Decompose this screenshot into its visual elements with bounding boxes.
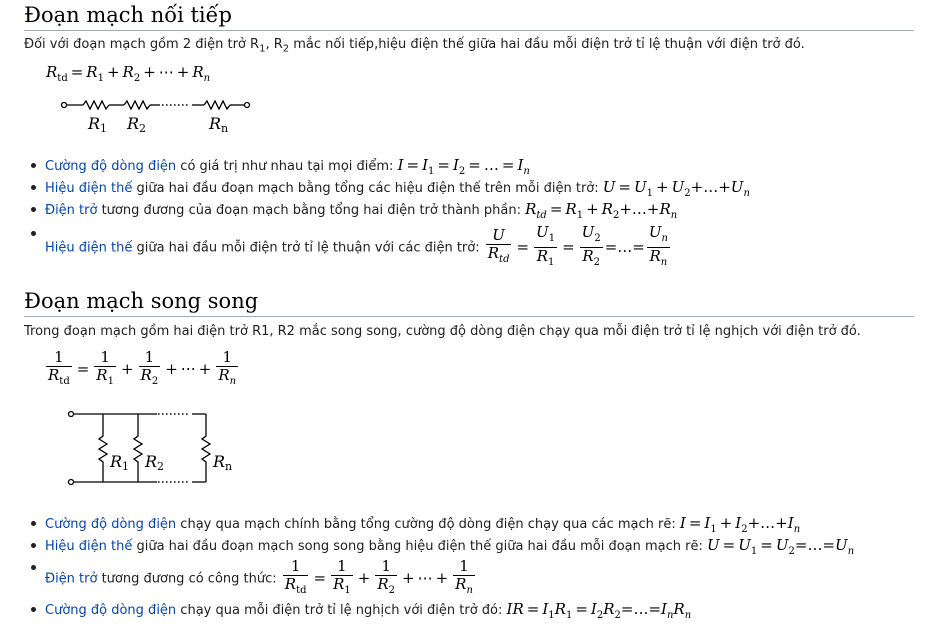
list-item: Hiệu điện thế giữa hai đầu đoạn mạch bằng tổng các hiệu điện thế trên mỗi điện trở: $U = U_1$ + $U_2+\dots+U_n$ bbox=[28, 178, 908, 200]
list-item: Hiệu điện thế giữa hai đầu mỗi điện trở tỉ lệ thuận với các điện trở: $\frac{U}{R_{td}}$ = $\frac{U_1}{R_1}$ = $\frac{U_2}{R_2}$ =…= $\frac{U_n}{R_n}$ bbox=[28, 224, 908, 264]
parallel-voltage-formula: $U = U_1$ = $U_2=\dots=U_n$ bbox=[707, 536, 855, 557]
series-circuit-diagram bbox=[58, 92, 258, 134]
list-item: Hiệu điện thế giữa hai đầu đoạn mạch song song bằng hiệu điện thế giữa hai đầu mỗi đoạn mạch rẽ: $U = U_1$ = $U_2=\dots=U_n$ bbox=[28, 536, 908, 558]
series-ratio-formula: $\frac{U}{R_{td}}$ = $\frac{U_1}{R_1}$ = $\frac{U_2}{R_2}$ =…= $\frac{U_n}{R_n}$ bbox=[487, 223, 668, 268]
parallel-equivalent-formula: $\frac{1}{R_{td}}$ = $\frac{1}{R_1}$ + $\frac{1}{R_2}$ + ⋯ + $\frac{1}{R_n}$ bbox=[284, 557, 473, 596]
series-voltage-formula: $U = U_1$ + $U_2+\dots+U_n$ bbox=[602, 178, 750, 199]
parallel-bullet-list bbox=[28, 514, 908, 622]
parallel-circuit-diagram bbox=[62, 404, 242, 494]
link-resistance-parallel[interactable]: Điện trở bbox=[45, 571, 98, 587]
link-current-main[interactable]: Cường độ dòng điện bbox=[45, 517, 177, 532]
series-current-formula: $I = I_1 = I_2$ = … = $I_n$ bbox=[397, 156, 530, 177]
link-voltage[interactable]: Hiệu điện thế bbox=[45, 181, 133, 196]
link-current-branch[interactable]: Cường độ dòng điện bbox=[45, 603, 177, 618]
list-item: Điện trở tương đương có công thức: $\frac{1}{R_{td}}$ = $\frac{1}{R_1}$ + $\frac{1}{R_2}$ + ⋯ + $\frac{1}{R_n}$ bbox=[28, 558, 908, 600]
list-item: Cường độ dòng điện có giá trị như nhau tại mọi điểm: $I = I_1 = I_2$ = … = $I_n$ bbox=[28, 156, 908, 178]
parallel-resistance-formula: $\frac{1}{R_{td}}$ = $\frac{1}{R_1}$ + $\frac{1}{R_2}$ + ⋯ + $\frac{1}{R_n}$ bbox=[48, 348, 237, 387]
series-bullet-list bbox=[28, 156, 908, 268]
link-resistance[interactable]: Điện trở bbox=[45, 203, 98, 218]
series-equivalent-formula: $R_{td} = R_1$ + $R_2+\dots+R_n$ bbox=[525, 200, 678, 221]
series-label-rn: Rn bbox=[209, 114, 229, 134]
series-heading: Đoạn mạch nối tiếp bbox=[24, 2, 914, 31]
parallel-label-r2: R2 bbox=[145, 452, 165, 473]
list-item: Điện trở tương đương của đoạn mạch bằng tổng hai điện trở thành phần: $R_{td} = R_1$ + $R_2+\dots+R_n$ bbox=[28, 200, 908, 224]
link-current[interactable]: Cường độ dòng điện bbox=[45, 159, 177, 174]
parallel-current-formula: $I = I_1$ + $I_2+\dots+I_n$ bbox=[679, 514, 801, 535]
parallel-ratio-formula: IR = $I_1R_1$ = $I_2R_2=\dots=I_nR_n$ bbox=[506, 600, 692, 621]
series-label-r1: R1 bbox=[88, 114, 108, 134]
series-label-r2: R2 bbox=[127, 114, 147, 134]
list-item: Cường độ dòng điện chạy qua mỗi điện trở tỉ lệ nghịch với điện trở đó: IR = $I_1R_1$ = $I_2R_2=\dots=I_nR_n$ bbox=[28, 600, 908, 622]
parallel-heading: Đoạn mạch song song bbox=[24, 288, 914, 317]
series-resistance-formula: $R_{td} = R_1 + R_2$ + ⋯ + $R_n$ bbox=[46, 63, 211, 84]
link-voltage-parallel[interactable]: Hiệu điện thế bbox=[45, 539, 133, 554]
parallel-intro: Trong đoạn mạch gồm hai điện trở R1, R2 mắc song song, cường độ dòng điện chạy qua mỗi điện trở tỉ lệ nghịch với điện trở đó. bbox=[24, 324, 861, 339]
parallel-label-rn: Rn bbox=[213, 452, 233, 473]
link-voltage-ratio[interactable]: Hiệu điện thế bbox=[45, 240, 133, 256]
list-item: Cường độ dòng điện chạy qua mạch chính bằng tổng cường độ dòng điện chạy qua các mạch rẽ: $I = I_1$ + $I_2+\dots+I_n$ bbox=[28, 514, 908, 536]
series-intro: Đối với đoạn mạch gồm 2 điện trở $R_1$, $R_2$ mắc nối tiếp,hiệu điện thế giữa hai đầu mỗi điện trở tỉ lệ thuận với điện trở đó. bbox=[24, 37, 805, 55]
parallel-label-r1: R1 bbox=[110, 452, 130, 473]
